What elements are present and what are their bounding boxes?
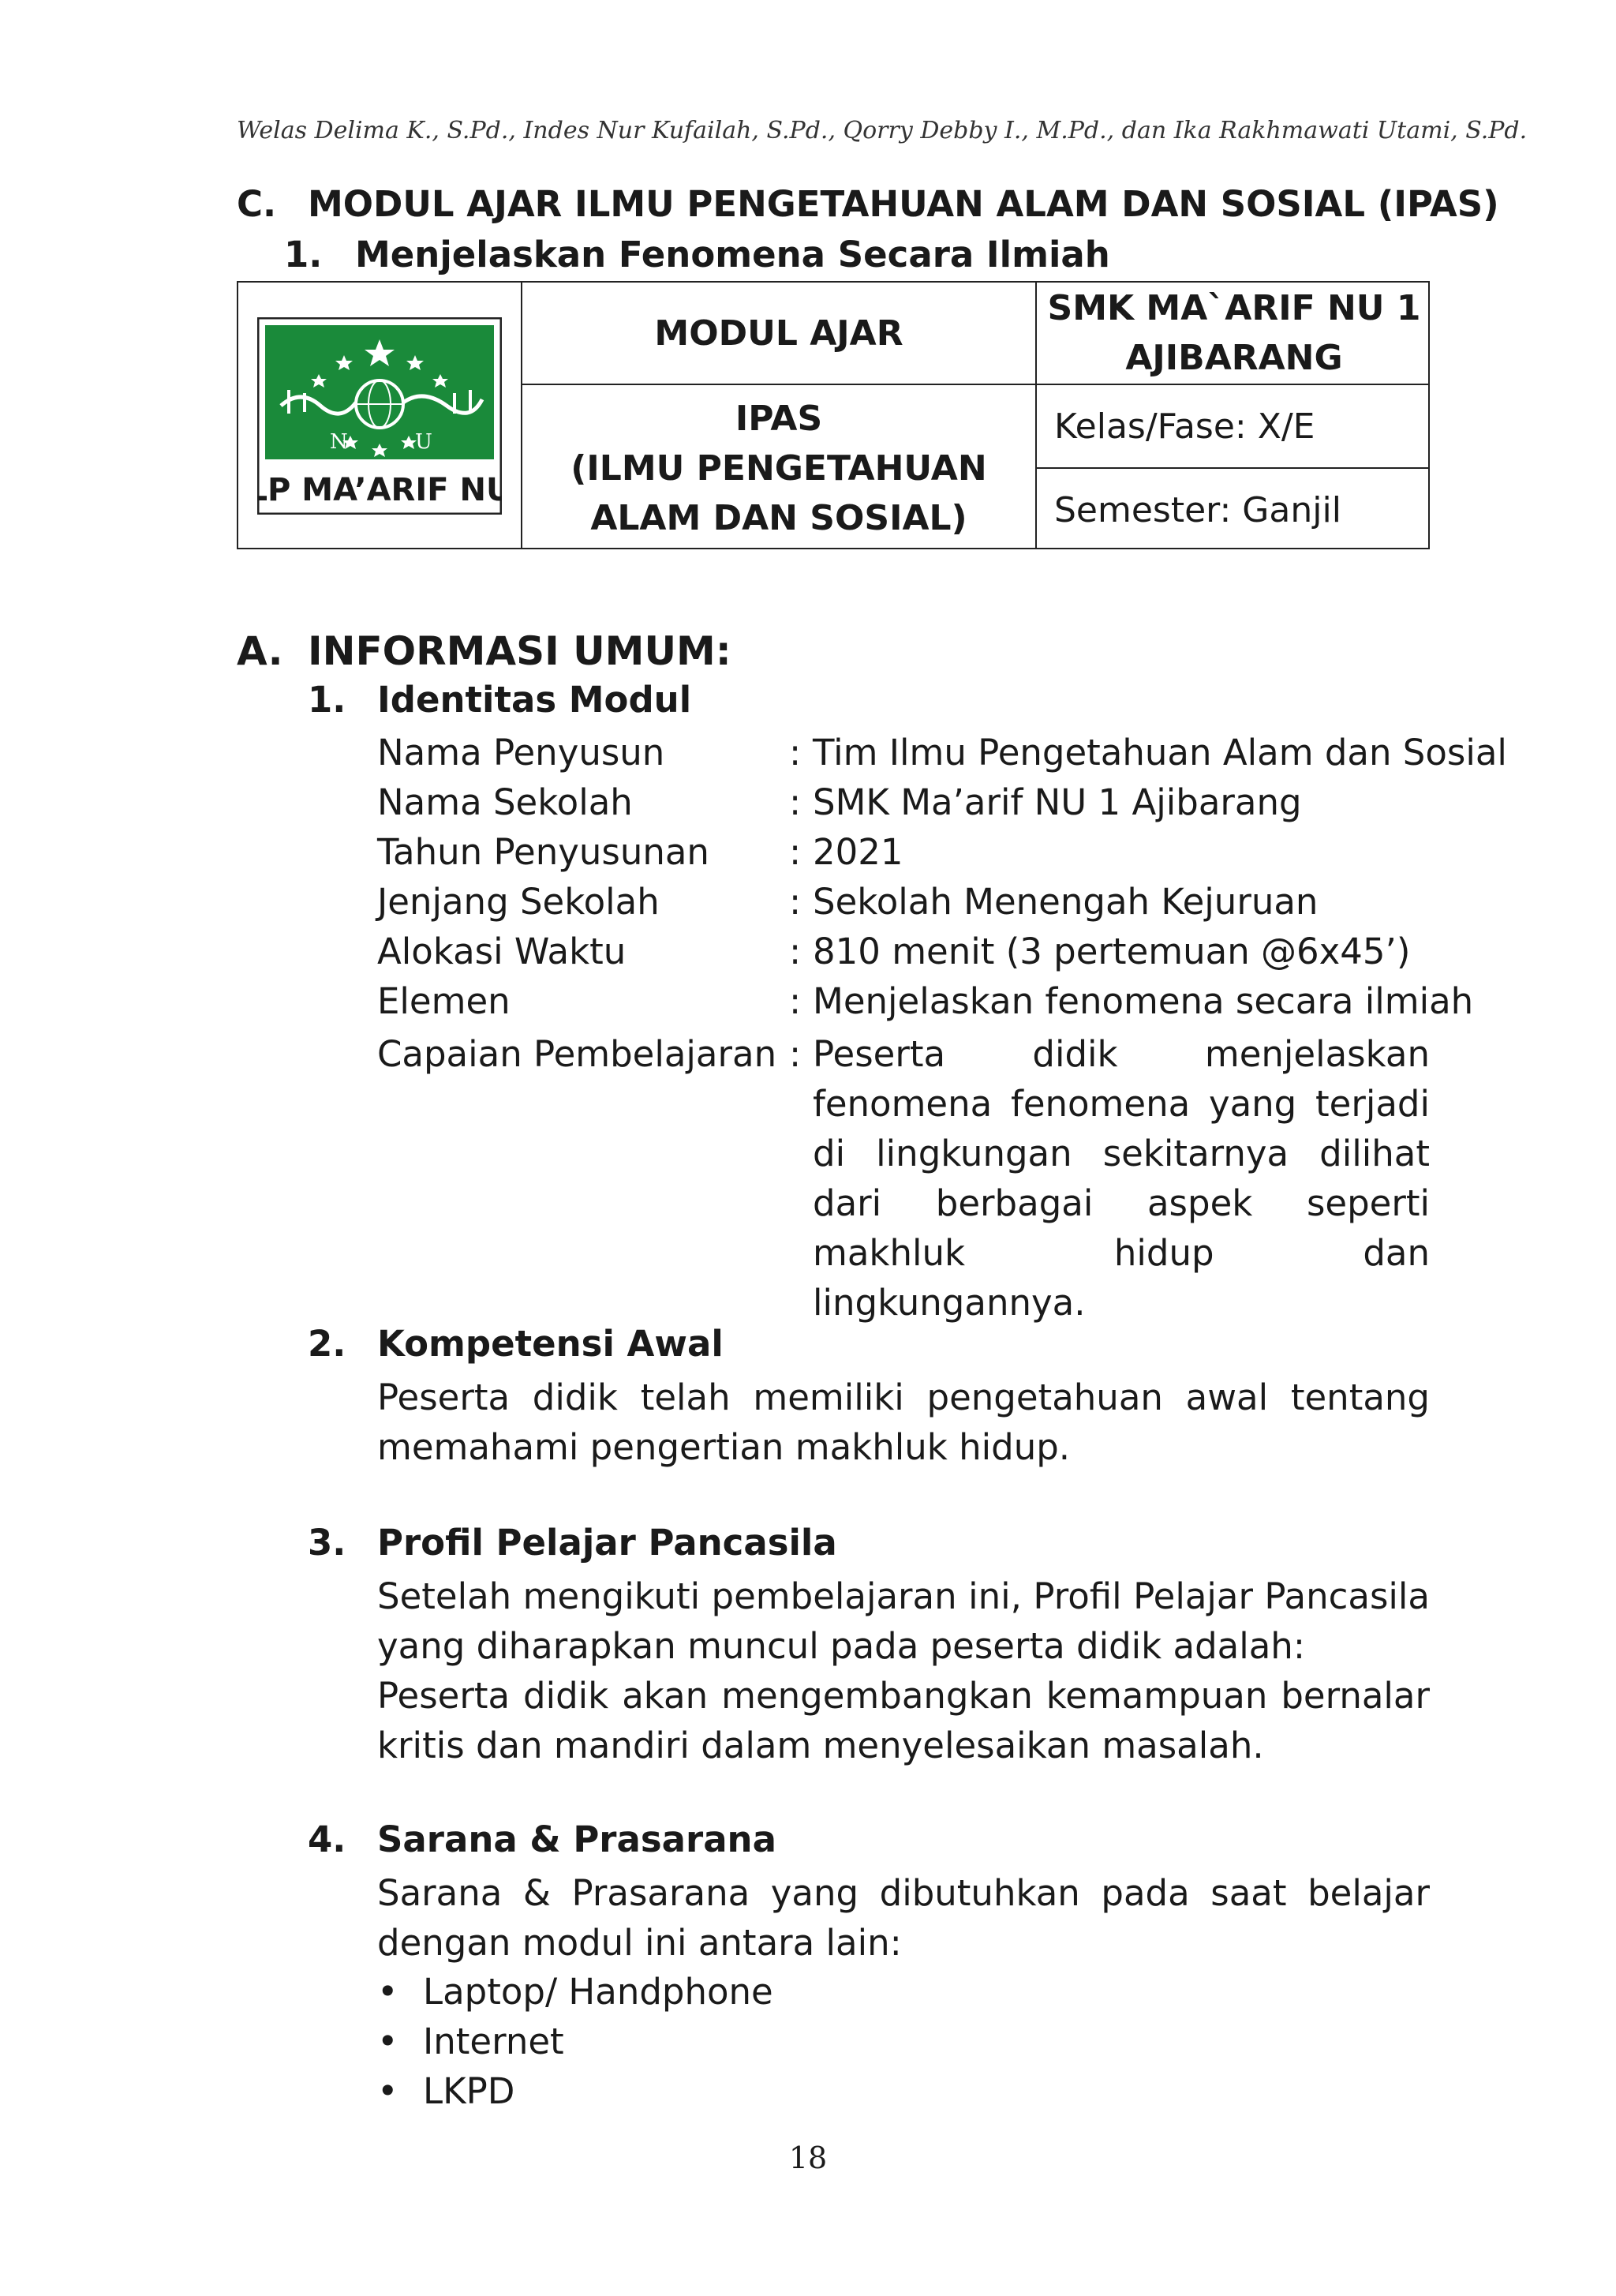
item-number: 4. bbox=[308, 1818, 346, 1860]
row-key: Alokasi Waktu bbox=[377, 931, 627, 972]
capaian-pembelajaran-value: Peserta didik menjelaskan fenomena fenomena yang terjadi di lingkungan sekitarnya dilihat dari berbagai aspek seperti makhluk hidup dan lingkungannya. bbox=[813, 1033, 1430, 1324]
school-name-line1: SMK MA`ARIF NU 1 bbox=[1047, 288, 1421, 328]
list-item bbox=[377, 2017, 773, 2066]
sarana-list bbox=[377, 1967, 773, 2116]
item-number: 1. bbox=[308, 679, 346, 721]
kompetensi-text: Peserta didik telah memiliki pengetahuan awal tentang memahami pengertian makhluk hidup. bbox=[377, 1376, 1430, 1468]
section-label: C. bbox=[237, 183, 277, 225]
profil-heading bbox=[308, 1522, 837, 1564]
item-number: 3. bbox=[308, 1522, 346, 1564]
kompetensi-heading bbox=[308, 1323, 724, 1365]
row-value: 810 menit (3 pertemuan @6x45’) bbox=[813, 931, 1411, 972]
page-number: 18 bbox=[788, 2141, 828, 2175]
row-colon: : bbox=[789, 881, 802, 923]
section-heading bbox=[237, 183, 1499, 225]
item-number: 2. bbox=[308, 1323, 346, 1365]
modul-ajar-label: MODUL AJAR bbox=[654, 313, 903, 354]
subsection-title: Menjelaskan Fenomena Secara Ilmiah bbox=[355, 234, 1110, 275]
row-key: Nama Sekolah bbox=[377, 781, 633, 823]
bullet-icon: • bbox=[377, 2021, 398, 2062]
row-colon: : bbox=[789, 931, 802, 972]
school-name-line2: AJIBARANG bbox=[1125, 338, 1343, 378]
list-item bbox=[377, 1967, 773, 2017]
item-title: Profil Pelajar Pancasila bbox=[377, 1522, 837, 1564]
row-colon: : bbox=[789, 831, 802, 873]
profil-text-2: Peserta didik akan mengembangkan kemampuan bernalar kritis dan mandiri dalam menyelesaikan masalah. bbox=[377, 1675, 1430, 1766]
row-key: Jenjang Sekolah bbox=[377, 881, 660, 923]
bullet-icon: • bbox=[377, 1971, 398, 2013]
school-name-cell bbox=[1037, 283, 1431, 384]
list-item-text: LKPD bbox=[423, 2070, 515, 2112]
lp-maarif-nu-logo bbox=[257, 317, 502, 515]
row-value: Sekolah Menengah Kejuruan bbox=[813, 881, 1319, 923]
sarana-heading bbox=[308, 1818, 776, 1860]
row-colon: : bbox=[789, 980, 802, 1022]
semester: Semester: Ganjil bbox=[1054, 489, 1341, 530]
identitas-heading bbox=[308, 679, 691, 721]
subject-line2: (ILMU PENGETAHUAN bbox=[570, 448, 987, 489]
running-head: Welas Delima K., S.Pd., Indes Nur Kufailah, S.Pd., Qorry Debby I., M.Pd., dan Ika Rakhmawati Utami, S.Pd. bbox=[237, 117, 1528, 144]
subject-line1: IPAS bbox=[735, 398, 823, 439]
subject-cell bbox=[522, 385, 1035, 551]
item-title: Sarana & Prasarana bbox=[377, 1818, 776, 1860]
list-item-text: Laptop/ Handphone bbox=[423, 1971, 773, 2013]
sarana-text: Sarana & Prasarana yang dibutuhkan pada saat belajar dengan modul ini antara lain: bbox=[377, 1872, 1430, 1964]
row-colon: : bbox=[789, 732, 802, 773]
logo-letter-u: U bbox=[415, 430, 432, 454]
list-item-text: Internet bbox=[423, 2021, 564, 2062]
row-value: Menjelaskan fenomena secara ilmiah bbox=[813, 980, 1474, 1022]
row-value: 2021 bbox=[813, 831, 903, 873]
row-colon: : bbox=[789, 1033, 802, 1075]
logo-text: LP MA’ARIF NU bbox=[257, 472, 502, 508]
main-heading-title: INFORMASI UMUM: bbox=[308, 628, 731, 674]
main-heading bbox=[237, 628, 731, 674]
row-value: SMK Ma’arif NU 1 Ajibarang bbox=[813, 781, 1302, 823]
row-colon: : bbox=[789, 781, 802, 823]
profil-text-1: Setelah mengikuti pembelajaran ini, Profil Pelajar Pancasila yang diharapkan muncul pada peserta didik adalah: bbox=[377, 1575, 1430, 1667]
subsection-label: 1. bbox=[284, 234, 323, 275]
row-key: Tahun Penyusunan bbox=[377, 831, 709, 873]
row-key: Elemen bbox=[377, 980, 511, 1022]
row-key: Nama Penyusun bbox=[377, 732, 665, 773]
main-heading-label: A. bbox=[237, 628, 283, 674]
row-key: Capaian Pembelajaran bbox=[377, 1033, 777, 1075]
kelas-fase: Kelas/Fase: X/E bbox=[1054, 406, 1315, 447]
item-title: Identitas Modul bbox=[377, 679, 692, 721]
section-title: MODUL AJAR ILMU PENGETAHUAN ALAM DAN SOSIAL (IPAS) bbox=[308, 183, 1499, 225]
bullet-icon: • bbox=[377, 2070, 398, 2112]
module-header-table bbox=[237, 281, 1430, 549]
subsection-heading bbox=[284, 234, 1110, 275]
list-item bbox=[377, 2066, 773, 2116]
row-value: Tim Ilmu Pengetahuan Alam dan Sosial bbox=[813, 732, 1507, 773]
logo-letter-n: N bbox=[330, 430, 348, 454]
subject-line3: ALAM DAN SOSIAL) bbox=[590, 497, 967, 538]
item-title: Kompetensi Awal bbox=[377, 1323, 724, 1365]
